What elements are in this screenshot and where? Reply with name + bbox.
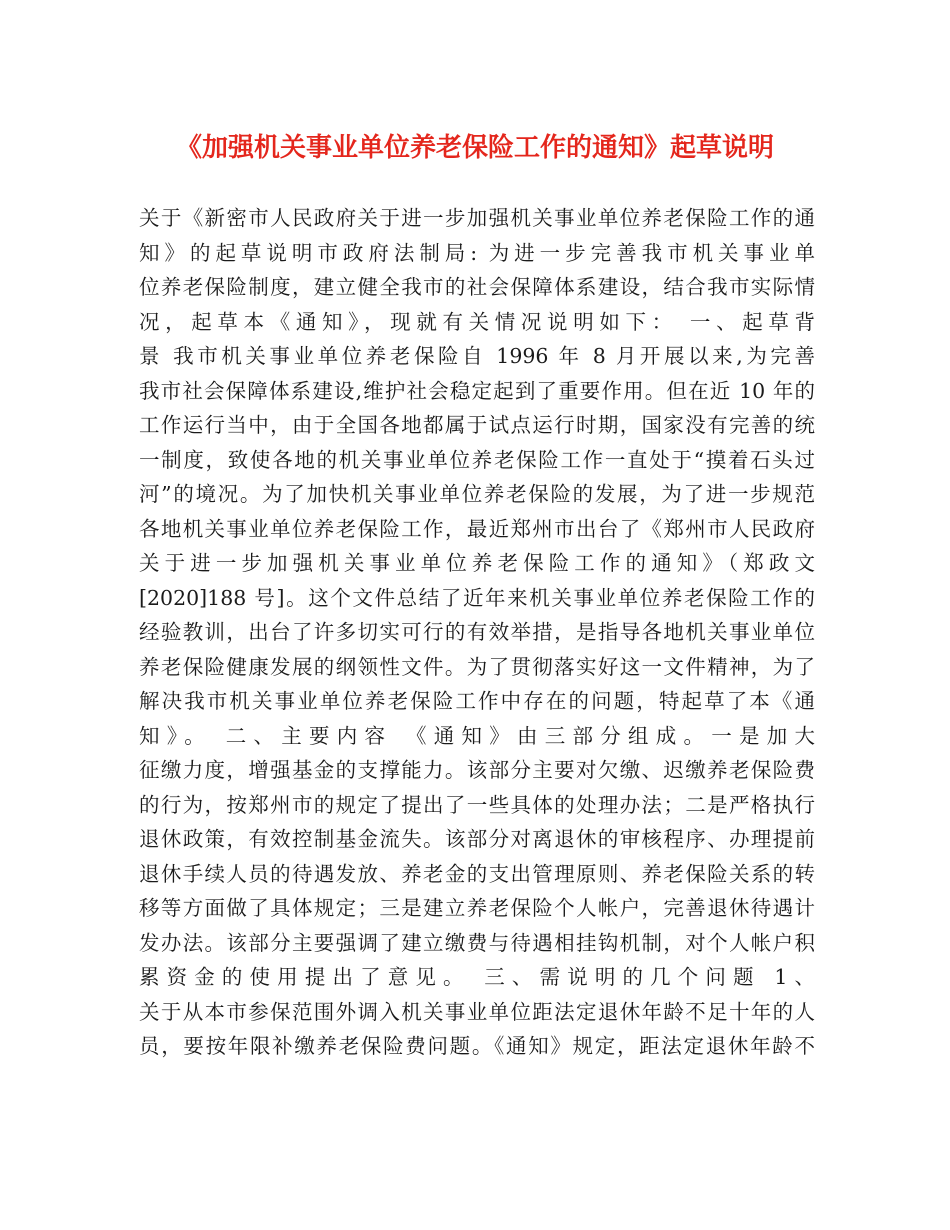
body-line: 退休政策，有效控制基金流失。该部分对离退休的审核程序、办理提前 xyxy=(139,827,815,851)
body-line: 关于《新密市人民政府关于进一步加强机关事业单位养老保险工作的通 xyxy=(139,206,815,230)
body-line: 位养老保险制度，建立健全我市的社会保障体系建设，结合我市实际情 xyxy=(139,275,815,299)
body-line: 河”的境况。为了加快机关事业单位养老保险的发展，为了进一步规范 xyxy=(139,482,815,506)
body-line: 退休手续人员的待遇发放、养老金的支出管理原则、养老保险关系的转 xyxy=(139,861,815,886)
body-line: 况，起草本《通知》，现就有关情况说明如下： 一、起草背 xyxy=(139,309,815,334)
body-line: 知》的起草说明市政府法制局: 为进一步完善我市机关事业单 xyxy=(139,240,815,265)
body-line: 员，要按年限补缴养老保险费问题。《通知》规定，距法定退休年龄不 xyxy=(139,1034,815,1058)
document-title: 《加强机关事业单位养老保险工作的通知》起草说明 xyxy=(175,133,774,163)
body-line: 一制度，致使各地的机关事业单位养老保险工作一直处于“摸着石头过 xyxy=(139,447,815,472)
body-line: 发办法。该部分主要强调了建立缴费与待遇相挂钩机制，对个人帐户积 xyxy=(139,930,815,955)
body-line: [2020]188 号]。这个文件总结了近年来机关事业单位养老保险工作的 xyxy=(139,585,815,610)
body-line: 养老保险健康发展的纲领性文件。为了贯彻落实好这一文件精神，为了 xyxy=(139,654,815,679)
body-line: 征缴力度，增强基金的支撑能力。该部分主要对欠缴、迟缴养老保险费 xyxy=(139,758,815,782)
body-line: 累资金的使用提出了意见。 三、需说明的几个问题 1、 xyxy=(139,965,815,989)
body-line: 工作运行当中，由于全国各地都属于试点运行时期，国家没有完善的统 xyxy=(139,413,815,437)
body-line: 知》。 二、主要内容 《通知》由三部分组成。一是加大 xyxy=(139,723,815,748)
body-line: 各地机关事业单位养老保险工作，最近郑州市出台了《郑州市人民政府 xyxy=(139,516,815,541)
body-line: 关于从本市参保范围外调入机关事业单位距法定退休年龄不足十年的人 xyxy=(139,999,815,1024)
body-line: 解决我市机关事业单位养老保险工作中存在的问题，特起草了本《通 xyxy=(139,689,815,713)
document-body xyxy=(139,201,815,1064)
body-line: 的行为，按郑州市的规定了提出了一些具体的处理办法；二是严格执行 xyxy=(139,792,815,817)
body-line: 移等方面做了具体规定；三是建立养老保险个人帐户，完善退休待遇计 xyxy=(139,896,815,920)
body-line: 我市社会保障体系建设,维护社会稳定起到了重要作用。但在近 10 年的 xyxy=(139,378,815,403)
body-line: 景 我市机关事业单位养老保险自 1996 年 8 月开展以来,为完善 xyxy=(139,344,815,368)
body-line: 经验教训，出台了许多切实可行的有效举措，是指导各地机关事业单位 xyxy=(139,620,815,644)
body-line: 关于进一步加强机关事业单位养老保险工作的通知》（郑政文 xyxy=(139,551,815,575)
